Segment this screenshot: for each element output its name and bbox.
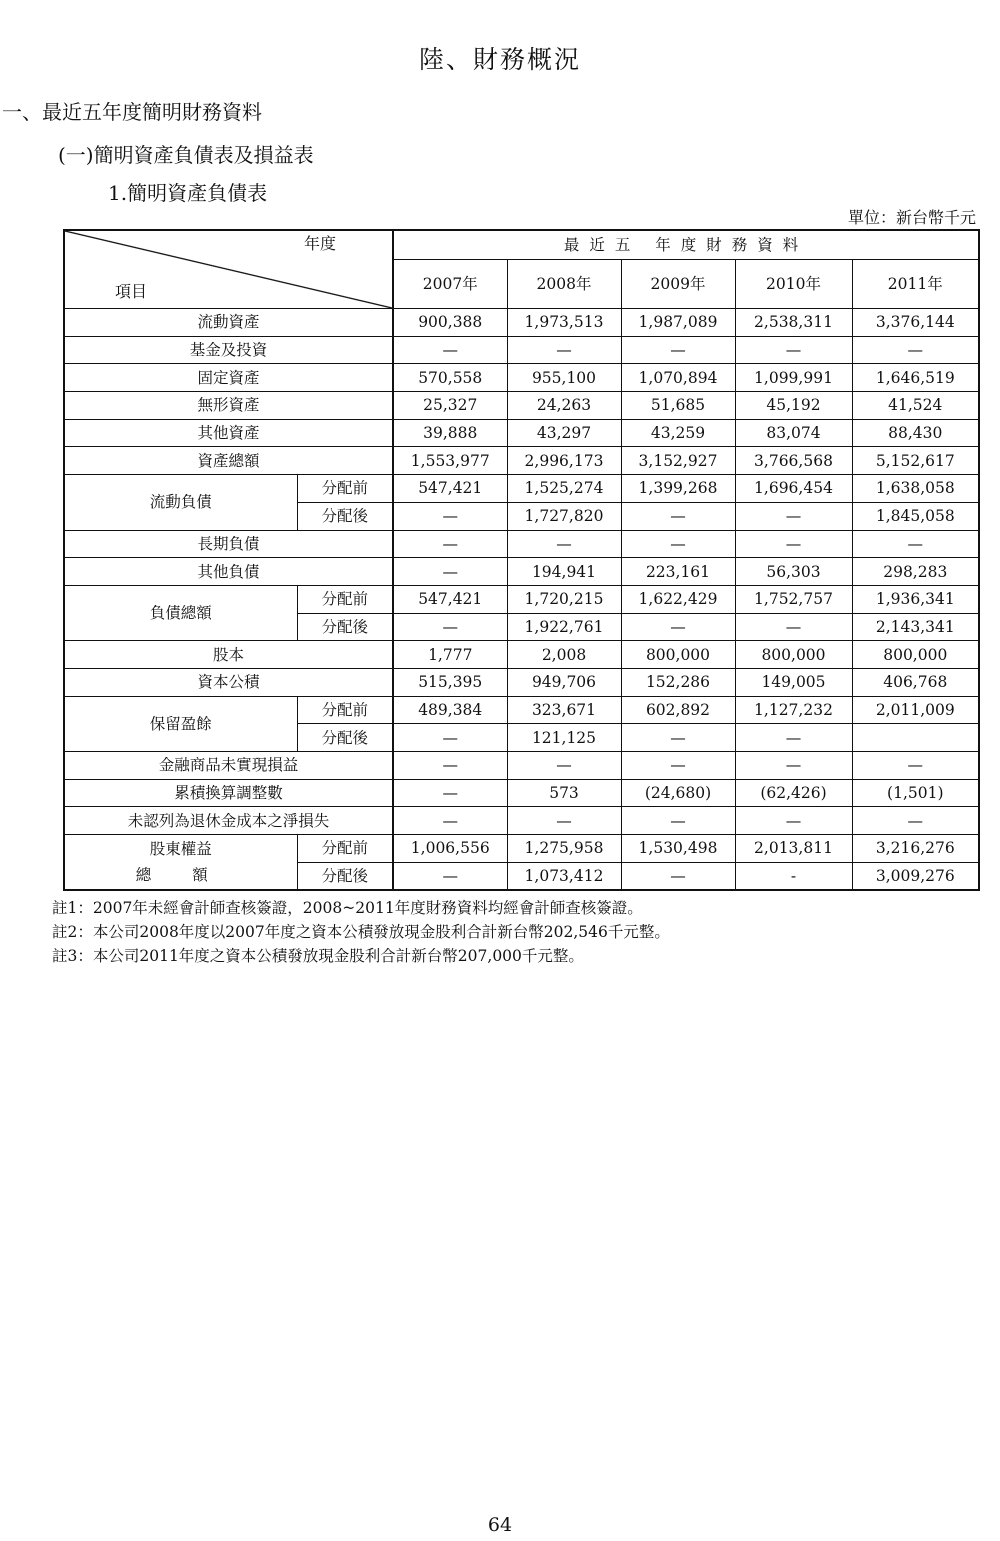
value-cell: 1,553,977: [393, 447, 507, 475]
table-row: [64, 392, 979, 420]
corner-year-label: 年度: [303, 234, 336, 253]
row-label: 未認列為退休金成本之淨損失: [64, 807, 393, 835]
value-cell: 800,000: [852, 641, 979, 669]
value-cell: 1,127,232: [735, 696, 852, 724]
value-cell: (24,680): [621, 779, 735, 807]
sub-label-after: 分配後: [297, 724, 393, 752]
value-cell: 323,671: [507, 696, 621, 724]
footnotes: [52, 896, 670, 968]
value-cell: —: [621, 613, 735, 641]
value-cell: —: [735, 613, 852, 641]
value-cell: —: [621, 336, 735, 364]
table-row: [64, 585, 979, 613]
value-cell: —: [507, 807, 621, 835]
table-row: [64, 336, 979, 364]
value-cell: 1,973,513: [507, 309, 621, 337]
value-cell: 900,388: [393, 309, 507, 337]
value-cell: 800,000: [621, 641, 735, 669]
value-cell: —: [852, 752, 979, 780]
value-cell: 515,395: [393, 668, 507, 696]
value-cell: 1,696,454: [735, 475, 852, 503]
value-cell: 51,685: [621, 392, 735, 420]
value-cell: —: [507, 752, 621, 780]
value-cell: 1,777: [393, 641, 507, 669]
value-cell: 88,430: [852, 419, 979, 447]
table-row: [64, 835, 979, 863]
value-cell: 573: [507, 779, 621, 807]
sub-label-before: 分配前: [297, 696, 393, 724]
sub-label-after: 分配後: [297, 502, 393, 530]
table-row: [64, 668, 979, 696]
value-cell: 1,525,274: [507, 475, 621, 503]
value-cell: —: [621, 530, 735, 558]
footnote: 註3：本公司2011年度之資本公積發放現金股利合計新台幣207,000千元整。: [52, 947, 584, 965]
value-cell: —: [621, 807, 735, 835]
value-cell: 3,766,568: [735, 447, 852, 475]
balance-sheet-table: [63, 229, 980, 891]
value-cell: —: [621, 724, 735, 752]
year-header: 2008年: [507, 260, 621, 309]
page-number: 64: [487, 1514, 513, 1536]
value-cell: —: [393, 502, 507, 530]
year-header: 2009年: [621, 260, 735, 309]
value-cell: 25,327: [393, 392, 507, 420]
value-cell: 1,638,058: [852, 475, 979, 503]
row-label: 負債總額: [64, 585, 297, 640]
page-title: 陸、財務概況: [418, 45, 581, 74]
value-cell: —: [735, 807, 852, 835]
value-cell: —: [393, 530, 507, 558]
row-label: 流動資產: [64, 309, 393, 337]
footnote: 註2：本公司2008年度以2007年度之資本公積發放現金股利合計新台幣202,546千元整。: [52, 923, 670, 941]
value-cell: 56,303: [735, 558, 852, 586]
value-cell: 1,073,412: [507, 862, 621, 890]
value-cell: 547,421: [393, 475, 507, 503]
value-cell: —: [507, 336, 621, 364]
sub-label-after: 分配後: [297, 862, 393, 890]
sub-label-before: 分配前: [297, 835, 393, 863]
value-cell: 1,399,268: [621, 475, 735, 503]
table-row: [64, 475, 979, 503]
sub-label-after: 分配後: [297, 613, 393, 641]
row-label: 基金及投資: [64, 336, 393, 364]
value-cell: 194,941: [507, 558, 621, 586]
value-cell: 1,727,820: [507, 502, 621, 530]
value-cell: —: [852, 530, 979, 558]
row-label: 金融商品未實現損益: [64, 752, 393, 780]
value-cell: 1,530,498: [621, 835, 735, 863]
row-label-line: 股東權益: [149, 840, 212, 859]
value-cell: —: [393, 336, 507, 364]
value-cell: [852, 724, 979, 752]
value-cell: 2,011,009: [852, 696, 979, 724]
value-cell: 223,161: [621, 558, 735, 586]
value-cell: 152,286: [621, 668, 735, 696]
row-label: 其他負債: [64, 558, 393, 586]
value-cell: 1,720,215: [507, 585, 621, 613]
row-label-line: 總 額: [135, 866, 226, 885]
value-cell: —: [621, 862, 735, 890]
value-cell: -: [735, 862, 852, 890]
table-row: [64, 807, 979, 835]
value-cell: (62,426): [735, 779, 852, 807]
value-cell: 3,216,276: [852, 835, 979, 863]
corner-item-label: 項目: [115, 282, 148, 301]
value-cell: 43,259: [621, 419, 735, 447]
value-cell: 121,125: [507, 724, 621, 752]
table-row: [64, 558, 979, 586]
sub-label-before: 分配前: [297, 585, 393, 613]
value-cell: —: [393, 752, 507, 780]
value-cell: 3,009,276: [852, 862, 979, 890]
row-label: 資產總額: [64, 447, 393, 475]
header-corner-cell: [64, 230, 393, 309]
value-cell: —: [735, 724, 852, 752]
row-label: 資本公積: [64, 668, 393, 696]
value-cell: —: [393, 779, 507, 807]
table-row: [64, 641, 979, 669]
row-label: 保留盈餘: [64, 696, 297, 751]
section-heading-2: (一)簡明資產負債表及損益表: [58, 143, 314, 167]
value-cell: 149,005: [735, 668, 852, 696]
footnote: 註1：2007年未經會計師查核簽證，2008~2011年度財務資料均經會計師查核簽證。: [52, 899, 643, 917]
value-cell: 2,013,811: [735, 835, 852, 863]
table-row: [64, 447, 979, 475]
header-row: [64, 230, 979, 260]
value-cell: 39,888: [393, 419, 507, 447]
sub-label-before: 分配前: [297, 475, 393, 503]
value-cell: 489,384: [393, 696, 507, 724]
table-row: [64, 696, 979, 724]
value-cell: —: [735, 530, 852, 558]
value-cell: —: [735, 502, 852, 530]
value-cell: —: [735, 336, 852, 364]
row-label: [64, 835, 297, 891]
value-cell: —: [852, 336, 979, 364]
value-cell: 1,006,556: [393, 835, 507, 863]
value-cell: 955,100: [507, 364, 621, 392]
table-row: [64, 752, 979, 780]
value-cell: —: [507, 530, 621, 558]
value-cell: 1,845,058: [852, 502, 979, 530]
section-heading-1: 一、最近五年度簡明財務資料: [2, 100, 262, 124]
year-header: 2007年: [393, 260, 507, 309]
value-cell: 1,275,958: [507, 835, 621, 863]
value-cell: 602,892: [621, 696, 735, 724]
row-label: 長期負債: [64, 530, 393, 558]
year-header: 2011年: [852, 260, 979, 309]
value-cell: 1,099,991: [735, 364, 852, 392]
value-cell: 1,987,089: [621, 309, 735, 337]
value-cell: —: [852, 807, 979, 835]
table-row: [64, 419, 979, 447]
table-row: [64, 309, 979, 337]
value-cell: 1,646,519: [852, 364, 979, 392]
value-cell: 1,622,429: [621, 585, 735, 613]
five-year-header: 最近五 年度財務資料: [393, 230, 979, 260]
value-cell: —: [393, 724, 507, 752]
value-cell: —: [393, 862, 507, 890]
year-header: 2010年: [735, 260, 852, 309]
value-cell: 83,074: [735, 419, 852, 447]
value-cell: —: [735, 752, 852, 780]
row-label: 股本: [64, 641, 393, 669]
value-cell: —: [393, 807, 507, 835]
value-cell: (1,501): [852, 779, 979, 807]
value-cell: —: [393, 613, 507, 641]
value-cell: 1,752,757: [735, 585, 852, 613]
value-cell: 2,143,341: [852, 613, 979, 641]
value-cell: 5,152,617: [852, 447, 979, 475]
value-cell: 3,152,927: [621, 447, 735, 475]
value-cell: 24,263: [507, 392, 621, 420]
unit-label: 單位：新台幣千元: [847, 208, 976, 227]
table-row: [64, 530, 979, 558]
table-row: [64, 779, 979, 807]
value-cell: —: [393, 558, 507, 586]
value-cell: 800,000: [735, 641, 852, 669]
row-label: 無形資產: [64, 392, 393, 420]
value-cell: 43,297: [507, 419, 621, 447]
value-cell: 570,558: [393, 364, 507, 392]
value-cell: —: [621, 752, 735, 780]
value-cell: 1,936,341: [852, 585, 979, 613]
value-cell: 2,008: [507, 641, 621, 669]
value-cell: 298,283: [852, 558, 979, 586]
table-row: [64, 364, 979, 392]
value-cell: 45,192: [735, 392, 852, 420]
value-cell: 3,376,144: [852, 309, 979, 337]
value-cell: 41,524: [852, 392, 979, 420]
value-cell: 1,070,894: [621, 364, 735, 392]
value-cell: 406,768: [852, 668, 979, 696]
section-heading-3: 1.簡明資產負債表: [108, 181, 268, 205]
value-cell: 547,421: [393, 585, 507, 613]
row-label: 累積換算調整數: [64, 779, 393, 807]
value-cell: 2,996,173: [507, 447, 621, 475]
value-cell: —: [621, 502, 735, 530]
value-cell: 1,922,761: [507, 613, 621, 641]
row-label: 固定資產: [64, 364, 393, 392]
row-label: 其他資產: [64, 419, 393, 447]
row-label: 流動負債: [64, 475, 297, 530]
value-cell: 949,706: [507, 668, 621, 696]
value-cell: 2,538,311: [735, 309, 852, 337]
